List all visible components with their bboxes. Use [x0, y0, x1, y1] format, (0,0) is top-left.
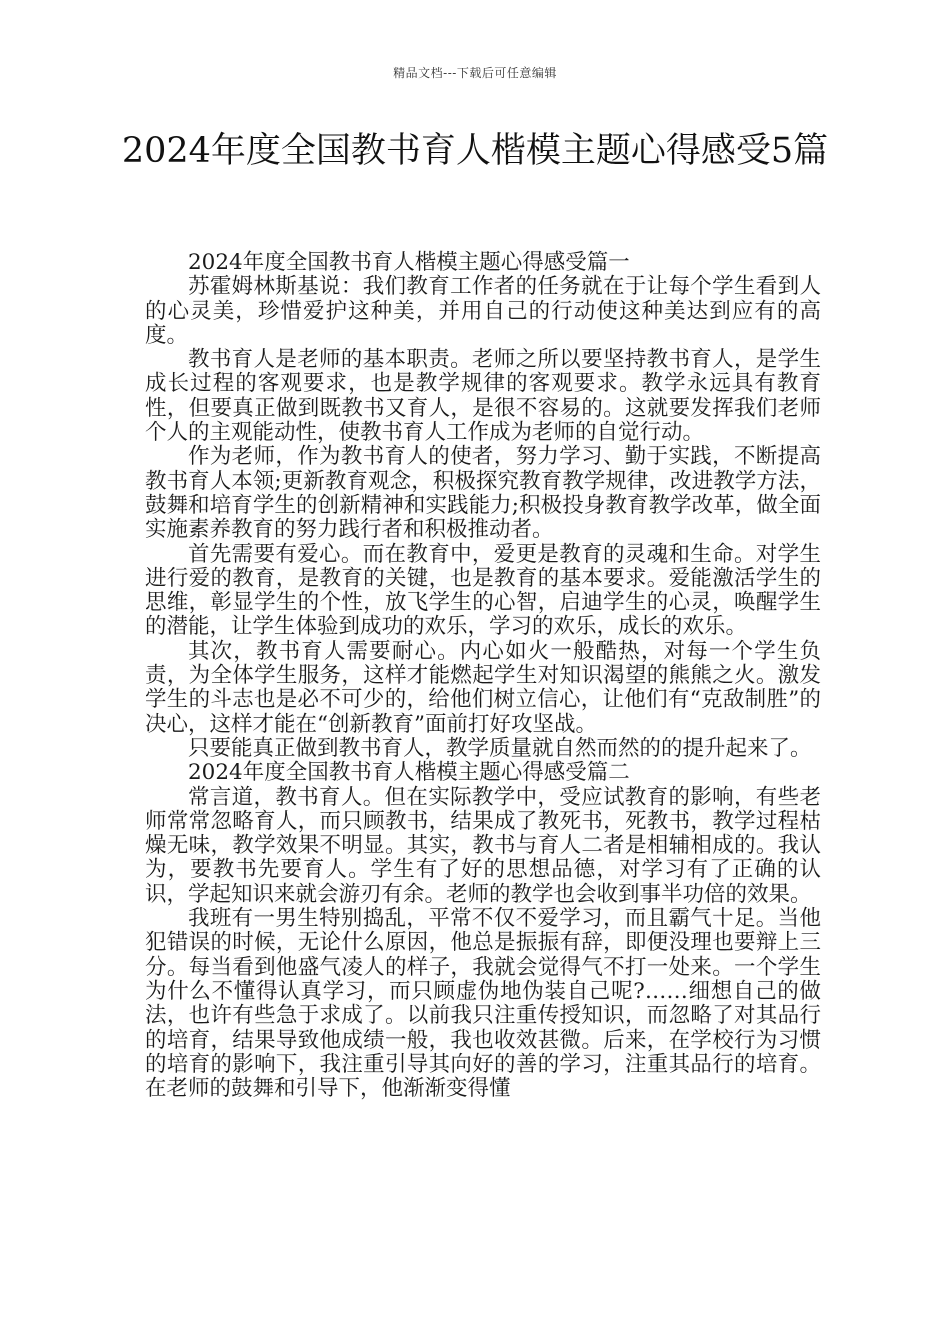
body-paragraph: 其次，教书育人需要耐心。内心如火一般酷热，对每一个学生负责，为全体学生服务，这样才能燃起学生对知识渴望的熊熊之火。激发学生的斗志也是必不可少的，给他们树立信心，让他们有“克敌制胜”的 决心，这样才能在“创新教育”面前打好攻坚战。 — [145, 638, 821, 737]
header-note: 精品文档---下载后可任意编辑 — [393, 66, 557, 80]
body-paragraph: 作为老师，作为教书育人的使者，努力学习、勤于实践，不断提高教书育人本领;更新教育观念，积极探究教育教学规律，改进教学方法，鼓舞和培育学生的创新精神和实践能力;积极投身教育教学改革，做全面实施素养教育的努力践行者和积极推动者。 — [145, 444, 821, 543]
body-paragraph: 只要能真正做到教书育人，教学质量就自然而然的的提升起来了。 — [188, 735, 812, 761]
body-paragraph: 常言道，教书育人。但在实际教学中，受应试教育的影响，有些老师常常忽略育人，而只顾教书，结果成了教死书，死教书，教学过程枯燥无味，教学效果不明显。其实，教书与育人二者是相辅相成的。我认为，要教书先要育人。学生有了好的思想品德，对学习有了正确的认识，学起知识来就会游刃有余。老师的教学也会收到事半功倍的效果。 — [145, 784, 821, 907]
section-heading-1: 2024年度全国教书育人楷模主题心得感受篇一 — [188, 250, 630, 275]
body-paragraph: 首先需要有爱心。而在教育中，爱更是教育的灵魂和生命。对学生进行爱的教育，是教育的关键，也是教育的基本要求。爱能激活学生的思维，彰显学生的个性，放飞学生的心智，启迪学生的心灵，唤醒学生的潜能，让学生体验到成功的欢乐，学习的欢乐，成长的欢乐。 — [145, 541, 821, 640]
document-body — [145, 251, 821, 1101]
section-heading-2: 2024年度全国教书育人楷模主题心得感受篇二 — [188, 760, 630, 786]
body-paragraph: 苏霍姆林斯基说：我们教育工作者的任务就在于让每个学生看到人的心灵美，珍惜爱护这种美，并用自己的行动使这种美达到应有的高度。 — [145, 274, 821, 348]
body-paragraph: 教书育人是老师的基本职责。老师之所以要坚持教书育人，是学生成长过程的客观要求，也是教学规律的客观要求。教学永远具有教育性，但要真正做到既教书又育人，是很不容易的。这就要发挥我们老师个人的主观能动性，使教书育人工作成为老师的自觉行动。 — [145, 347, 821, 446]
document-title: 2024年度全国教书育人楷模主题心得感受5篇 — [121, 131, 829, 171]
body-paragraph: 我班有一男生特别捣乱，平常不仅不爱学习，而且霸气十足。当他犯错误的时候，无论什么原因，他总是振振有辞，即便没理也要辩上三分。每当看到他盛气凌人的样子，我就会觉得气不打一处来。一个学生为什么不懂得认真学习，而只顾虚伪地伪装自己呢?……细想自己的做法，也许有些急于求成了。以前我只注重传授知识，而忽略了对其品行的培育，结果导致他成绩一般，我也收效甚微。后来，在学校行为习惯的培育的影响下，我注重引导其向好的善的学习，注重其品行的培育。在老师的鼓舞和引导下，他渐渐变得懂 — [145, 906, 821, 1102]
